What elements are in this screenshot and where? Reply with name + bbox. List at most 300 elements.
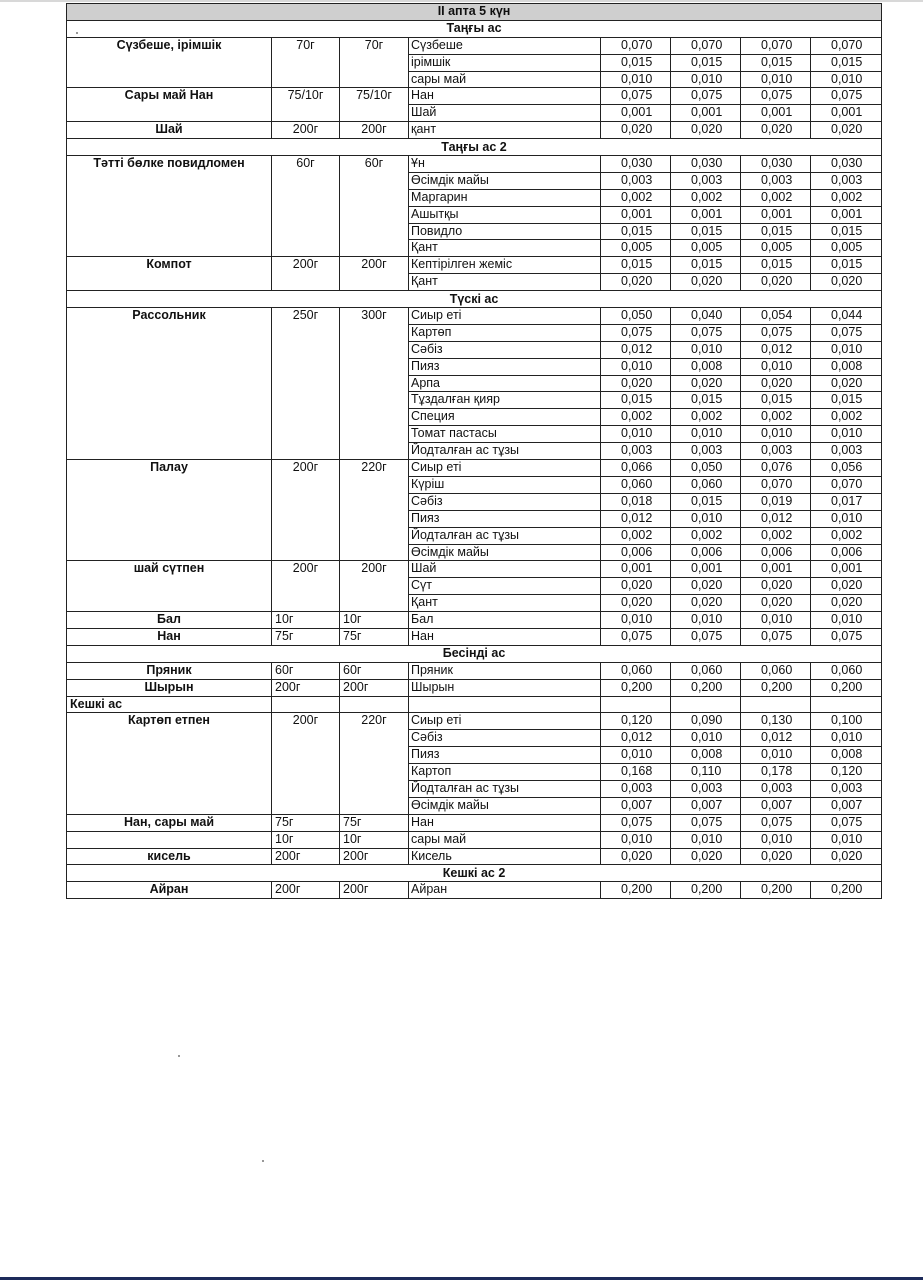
- ingredient-amount: 0,130: [741, 713, 811, 730]
- ingredient-amount: 0,030: [671, 156, 741, 173]
- dish-weight-1: 200г: [272, 679, 340, 696]
- dish-weight-2: 300г: [340, 308, 409, 460]
- ingredient-amount: 0,007: [601, 797, 671, 814]
- dish-weight-2: 70г: [340, 37, 409, 88]
- dish-weight-2: 60г: [340, 662, 409, 679]
- ingredient-amount: 0,010: [671, 831, 741, 848]
- ingredient-amount: 0,020: [811, 848, 882, 865]
- ingredient-amount: 0,200: [811, 679, 882, 696]
- ingredient-amount: 0,003: [741, 443, 811, 460]
- ingredient-amount: 0,015: [601, 392, 671, 409]
- ingredient-amount: 0,076: [741, 460, 811, 477]
- ingredient-amount: 0,070: [741, 37, 811, 54]
- ingredient-name: ірімшік: [409, 54, 601, 71]
- ingredient-name: Нан: [409, 88, 601, 105]
- ingredient-amount: 0,015: [601, 54, 671, 71]
- ingredient-amount: 0,200: [811, 882, 882, 899]
- section-title: Таңғы ас: [67, 20, 882, 37]
- ingredient-amount: 0,008: [671, 358, 741, 375]
- ingredient-amount: 0,003: [741, 172, 811, 189]
- ingredient-name: Пияз: [409, 358, 601, 375]
- ingredient-name: Сәбіз: [409, 730, 601, 747]
- ingredient-amount: 0,006: [811, 544, 882, 561]
- ingredient-amount: [741, 696, 811, 713]
- ingredient-amount: 0,002: [601, 527, 671, 544]
- ingredient-name: Қант: [409, 595, 601, 612]
- ingredient-amount: 0,010: [741, 612, 811, 629]
- dish-name: шай сүтпен: [67, 561, 272, 612]
- ingredient-amount: 0,010: [671, 510, 741, 527]
- ingredient-amount: 0,056: [811, 460, 882, 477]
- ingredient-name: Пияз: [409, 747, 601, 764]
- section-title: Түскі ас: [67, 291, 882, 308]
- dish-weight-2: [340, 696, 409, 713]
- ingredient-amount: 0,005: [671, 240, 741, 257]
- ingredient-name: Повидло: [409, 223, 601, 240]
- ingredient-name: Картоп: [409, 764, 601, 781]
- dish-weight-1: 75г: [272, 814, 340, 831]
- ingredient-amount: 0,060: [601, 476, 671, 493]
- ingredient-amount: 0,015: [811, 257, 882, 274]
- dish-weight-2: 10г: [340, 831, 409, 848]
- ingredient-amount: 0,012: [601, 510, 671, 527]
- ingredient-amount: 0,007: [811, 797, 882, 814]
- dish-weight-1: 70г: [272, 37, 340, 88]
- ingredient-amount: 0,020: [741, 595, 811, 612]
- ingredient-name: Арпа: [409, 375, 601, 392]
- ingredient-amount: 0,075: [741, 628, 811, 645]
- ingredient-amount: 0,001: [601, 561, 671, 578]
- dish-weight-1: 75/10г: [272, 88, 340, 122]
- ingredient-amount: 0,030: [601, 156, 671, 173]
- ingredient-amount: 0,010: [601, 747, 671, 764]
- ingredient-name: Өсімдік майы: [409, 544, 601, 561]
- ingredient-amount: 0,020: [741, 578, 811, 595]
- ingredient-name: Специя: [409, 409, 601, 426]
- ingredient-amount: 0,007: [741, 797, 811, 814]
- dish-name: Рассольник: [67, 308, 272, 460]
- dish-name: Картөп етпен: [67, 713, 272, 814]
- table-row: [67, 460, 882, 477]
- ingredient-amount: 0,015: [741, 257, 811, 274]
- ingredient-amount: 0,020: [811, 274, 882, 291]
- ingredient-amount: 0,060: [601, 662, 671, 679]
- dish-weight-2: 200г: [340, 561, 409, 612]
- ingredient-amount: 0,075: [811, 814, 882, 831]
- section-title: Бесінді ас: [67, 645, 882, 662]
- dish-weight-1: 60г: [272, 156, 340, 257]
- section-row: [67, 645, 882, 662]
- ingredient-amount: 0,005: [811, 240, 882, 257]
- ingredient-amount: 0,010: [741, 747, 811, 764]
- table-row: [67, 713, 882, 730]
- ingredient-amount: 0,002: [741, 527, 811, 544]
- section-title: Кешкі ас 2: [67, 865, 882, 882]
- ingredient-amount: 0,075: [671, 628, 741, 645]
- ingredient-amount: 0,020: [601, 578, 671, 595]
- ingredient-amount: 0,090: [671, 713, 741, 730]
- ingredient-amount: 0,075: [671, 88, 741, 105]
- scan-edge-top: [0, 0, 923, 2]
- ingredient-name: Сәбіз: [409, 341, 601, 358]
- ingredient-amount: 0,003: [601, 443, 671, 460]
- ingredient-amount: 0,200: [741, 679, 811, 696]
- ingredient-amount: 0,020: [671, 848, 741, 865]
- ingredient-amount: 0,050: [601, 308, 671, 325]
- ingredient-amount: 0,001: [741, 561, 811, 578]
- ingredient-name: Сүзбеше: [409, 37, 601, 54]
- ingredient-amount: 0,010: [671, 730, 741, 747]
- ingredient-amount: 0,015: [671, 223, 741, 240]
- dish-name: Айран: [67, 882, 272, 899]
- ingredient-amount: 0,002: [741, 409, 811, 426]
- ingredient-amount: 0,020: [741, 122, 811, 139]
- ingredient-name: Томат пастасы: [409, 426, 601, 443]
- ingredient-amount: 0,002: [601, 409, 671, 426]
- page-title: II апта 5 күн: [67, 4, 882, 21]
- ingredient-name: сары май: [409, 71, 601, 88]
- table-row: [67, 848, 882, 865]
- ingredient-amount: 0,006: [671, 544, 741, 561]
- ingredient-amount: 0,003: [811, 172, 882, 189]
- ingredient-amount: 0,020: [671, 375, 741, 392]
- ingredient-amount: 0,015: [671, 493, 741, 510]
- ingredient-amount: 0,002: [741, 189, 811, 206]
- ingredient-name: Сиыр еті: [409, 308, 601, 325]
- table-row: [67, 88, 882, 105]
- dish-weight-2: 10г: [340, 612, 409, 629]
- ingredient-name: Шай: [409, 561, 601, 578]
- table-row: [67, 156, 882, 173]
- dish-weight-1: 75г: [272, 628, 340, 645]
- dish-name: Нан, сары май: [67, 814, 272, 831]
- ingredient-amount: 0,001: [601, 206, 671, 223]
- ingredient-amount: 0,010: [601, 612, 671, 629]
- ingredient-amount: 0,010: [671, 341, 741, 358]
- ingredient-amount: 0,015: [601, 257, 671, 274]
- ingredient-name: [409, 696, 601, 713]
- ingredient-amount: 0,075: [671, 324, 741, 341]
- ingredient-amount: 0,002: [811, 409, 882, 426]
- ingredient-amount: 0,200: [741, 882, 811, 899]
- ingredient-name: Тұздалған қияр: [409, 392, 601, 409]
- ingredient-amount: 0,060: [811, 662, 882, 679]
- dish-name: Пряник: [67, 662, 272, 679]
- dish-weight-1: 200г: [272, 460, 340, 561]
- dish-name: Сары май Нан: [67, 88, 272, 122]
- ingredient-amount: 0,060: [671, 476, 741, 493]
- ingredient-name: Сүт: [409, 578, 601, 595]
- ingredient-amount: 0,010: [811, 612, 882, 629]
- ingredient-amount: 0,020: [671, 595, 741, 612]
- ingredient-amount: 0,012: [601, 341, 671, 358]
- dish-weight-2: 75г: [340, 628, 409, 645]
- ingredient-amount: 0,003: [671, 443, 741, 460]
- table-row: [67, 37, 882, 54]
- ingredient-name: Шырын: [409, 679, 601, 696]
- dish-weight-1: 200г: [272, 122, 340, 139]
- ingredient-amount: 0,044: [811, 308, 882, 325]
- dish-name: Сүзбеше, ірімшік: [67, 37, 272, 88]
- dish-name: Тәтті бөлке повидломен: [67, 156, 272, 257]
- ingredient-amount: 0,200: [601, 679, 671, 696]
- ingredient-amount: 0,075: [811, 88, 882, 105]
- section-row: [67, 20, 882, 37]
- table-row: [67, 122, 882, 139]
- section-row: [67, 291, 882, 308]
- ingredient-name: Ашытқы: [409, 206, 601, 223]
- ingredient-amount: 0,178: [741, 764, 811, 781]
- ingredient-amount: 0,060: [741, 662, 811, 679]
- dish-name: Шай: [67, 122, 272, 139]
- ingredient-amount: 0,010: [671, 612, 741, 629]
- ingredient-name: Сәбіз: [409, 493, 601, 510]
- ingredient-amount: 0,015: [741, 392, 811, 409]
- ingredient-amount: 0,002: [671, 409, 741, 426]
- ingredient-amount: 0,010: [811, 71, 882, 88]
- dish-weight-1: 250г: [272, 308, 340, 460]
- ingredient-name: Нан: [409, 628, 601, 645]
- ingredient-amount: 0,015: [671, 392, 741, 409]
- ingredient-amount: 0,003: [671, 172, 741, 189]
- ingredient-name: Йодталған ас тұзы: [409, 780, 601, 797]
- dish-weight-2: 220г: [340, 460, 409, 561]
- ingredient-amount: 0,006: [741, 544, 811, 561]
- ingredient-amount: 0,008: [671, 747, 741, 764]
- ingredient-name: Картөп: [409, 324, 601, 341]
- ingredient-amount: 0,007: [671, 797, 741, 814]
- dish-name: Нан: [67, 628, 272, 645]
- ingredient-amount: 0,003: [671, 780, 741, 797]
- ingredient-amount: 0,070: [671, 37, 741, 54]
- ingredient-amount: 0,010: [601, 426, 671, 443]
- ingredient-amount: 0,060: [671, 662, 741, 679]
- ingredient-amount: 0,012: [601, 730, 671, 747]
- dish-weight-1: 60г: [272, 662, 340, 679]
- ingredient-amount: 0,070: [811, 37, 882, 54]
- table-row: [67, 814, 882, 831]
- ingredient-amount: 0,070: [811, 476, 882, 493]
- ingredient-amount: 0,040: [671, 308, 741, 325]
- ingredient-amount: [671, 696, 741, 713]
- ingredient-amount: 0,010: [811, 510, 882, 527]
- ingredient-amount: 0,001: [811, 105, 882, 122]
- ingredient-amount: 0,200: [671, 882, 741, 899]
- ingredient-name: Шай: [409, 105, 601, 122]
- ingredient-amount: 0,015: [601, 223, 671, 240]
- ingredient-amount: 0,100: [811, 713, 882, 730]
- ingredient-amount: 0,168: [601, 764, 671, 781]
- ingredient-amount: 0,075: [741, 88, 811, 105]
- scan-speck: [262, 1160, 264, 1162]
- ingredient-name: Бал: [409, 612, 601, 629]
- section-title: Таңғы ас 2: [67, 139, 882, 156]
- ingredient-amount: 0,020: [671, 578, 741, 595]
- ingredient-name: Маргарин: [409, 189, 601, 206]
- ingredient-amount: 0,010: [811, 426, 882, 443]
- ingredient-amount: 0,050: [671, 460, 741, 477]
- ingredient-amount: 0,002: [811, 189, 882, 206]
- ingredient-amount: 0,070: [601, 37, 671, 54]
- ingredient-amount: 0,001: [671, 561, 741, 578]
- ingredient-amount: 0,075: [741, 324, 811, 341]
- ingredient-amount: 0,075: [671, 814, 741, 831]
- ingredient-amount: 0,015: [671, 257, 741, 274]
- ingredient-amount: 0,030: [811, 156, 882, 173]
- ingredient-amount: 0,070: [741, 476, 811, 493]
- dish-weight-2: 60г: [340, 156, 409, 257]
- ingredient-amount: 0,010: [811, 831, 882, 848]
- ingredient-name: Қант: [409, 274, 601, 291]
- ingredient-amount: 0,008: [811, 747, 882, 764]
- ingredient-amount: 0,075: [601, 88, 671, 105]
- ingredient-name: Пряник: [409, 662, 601, 679]
- ingredient-name: Өсімдік майы: [409, 172, 601, 189]
- dish-weight-1: 200г: [272, 882, 340, 899]
- ingredient-amount: 0,019: [741, 493, 811, 510]
- ingredient-amount: 0,015: [811, 54, 882, 71]
- ingredient-amount: 0,020: [741, 848, 811, 865]
- ingredient-amount: 0,012: [741, 730, 811, 747]
- ingredient-name: Сиыр еті: [409, 460, 601, 477]
- dish-weight-2: 200г: [340, 848, 409, 865]
- dish-weight-2: 75/10г: [340, 88, 409, 122]
- ingredient-amount: 0,012: [741, 341, 811, 358]
- ingredient-amount: 0,020: [811, 595, 882, 612]
- ingredient-amount: 0,075: [601, 324, 671, 341]
- dish-name: Бал: [67, 612, 272, 629]
- ingredient-amount: 0,001: [601, 105, 671, 122]
- table-row: [67, 308, 882, 325]
- ingredient-name: Кептірілген жеміс: [409, 257, 601, 274]
- ingredient-name: Қант: [409, 240, 601, 257]
- ingredient-amount: 0,010: [811, 730, 882, 747]
- ingredient-amount: 0,017: [811, 493, 882, 510]
- table-row: [67, 696, 882, 713]
- ingredient-amount: 0,010: [601, 358, 671, 375]
- section-row: [67, 139, 882, 156]
- dish-weight-1: 200г: [272, 848, 340, 865]
- ingredient-name: Нан: [409, 814, 601, 831]
- dish-name: Шырын: [67, 679, 272, 696]
- ingredient-amount: 0,003: [811, 780, 882, 797]
- ingredient-amount: 0,020: [811, 578, 882, 595]
- ingredient-amount: 0,010: [671, 71, 741, 88]
- ingredient-amount: 0,005: [601, 240, 671, 257]
- ingredient-amount: 0,010: [601, 71, 671, 88]
- ingredient-name: Күріш: [409, 476, 601, 493]
- ingredient-amount: 0,003: [601, 172, 671, 189]
- table-row: [67, 628, 882, 645]
- scan-speck: [178, 1055, 180, 1057]
- ingredient-amount: 0,001: [741, 105, 811, 122]
- table-row: [67, 679, 882, 696]
- ingredient-amount: 0,001: [741, 206, 811, 223]
- dish-weight-1: 10г: [272, 831, 340, 848]
- ingredient-amount: 0,015: [741, 54, 811, 71]
- ingredient-amount: 0,020: [741, 375, 811, 392]
- ingredient-amount: 0,005: [741, 240, 811, 257]
- ingredient-amount: 0,010: [601, 831, 671, 848]
- ingredient-amount: 0,003: [741, 780, 811, 797]
- ingredient-amount: 0,002: [671, 189, 741, 206]
- ingredient-amount: 0,054: [741, 308, 811, 325]
- ingredient-amount: 0,020: [811, 375, 882, 392]
- table-row: [67, 561, 882, 578]
- dish-weight-1: [272, 696, 340, 713]
- ingredient-amount: 0,020: [601, 375, 671, 392]
- ingredient-amount: 0,020: [601, 122, 671, 139]
- dish-weight-2: 200г: [340, 257, 409, 291]
- ingredient-amount: 0,010: [741, 831, 811, 848]
- ingredient-amount: 0,002: [601, 189, 671, 206]
- ingredient-amount: 0,020: [671, 274, 741, 291]
- ingredient-amount: 0,012: [741, 510, 811, 527]
- menu-table: [66, 3, 882, 899]
- ingredient-name: Ұн: [409, 156, 601, 173]
- dish-name: [67, 831, 272, 848]
- ingredient-name: Пияз: [409, 510, 601, 527]
- ingredient-amount: 0,075: [601, 814, 671, 831]
- ingredient-amount: [601, 696, 671, 713]
- ingredient-amount: 0,006: [601, 544, 671, 561]
- ingredient-name: Йодталған ас тұзы: [409, 527, 601, 544]
- ingredient-amount: 0,001: [811, 206, 882, 223]
- ingredient-amount: 0,018: [601, 493, 671, 510]
- ingredient-amount: 0,030: [741, 156, 811, 173]
- dish-weight-1: 200г: [272, 257, 340, 291]
- dish-weight-1: 200г: [272, 713, 340, 814]
- ingredient-amount: 0,020: [811, 122, 882, 139]
- dish-weight-2: 75г: [340, 814, 409, 831]
- title-row: [67, 4, 882, 21]
- ingredient-amount: 0,015: [741, 223, 811, 240]
- ingredient-amount: 0,120: [601, 713, 671, 730]
- ingredient-amount: 0,020: [741, 274, 811, 291]
- table-row: [67, 612, 882, 629]
- ingredient-amount: 0,075: [601, 628, 671, 645]
- dish-weight-1: 200г: [272, 561, 340, 612]
- dish-name: кисель: [67, 848, 272, 865]
- dish-weight-2: 200г: [340, 122, 409, 139]
- dish-name: Палау: [67, 460, 272, 561]
- ingredient-amount: 0,001: [811, 561, 882, 578]
- ingredient-name: қант: [409, 122, 601, 139]
- ingredient-name: Айран: [409, 882, 601, 899]
- ingredient-name: Өсімдік майы: [409, 797, 601, 814]
- ingredient-amount: 0,010: [741, 71, 811, 88]
- ingredient-amount: 0,003: [811, 443, 882, 460]
- ingredient-amount: 0,200: [671, 679, 741, 696]
- section-row: [67, 865, 882, 882]
- ingredient-amount: 0,200: [601, 882, 671, 899]
- ingredient-amount: 0,075: [741, 814, 811, 831]
- ingredient-amount: 0,010: [811, 341, 882, 358]
- ingredient-amount: 0,008: [811, 358, 882, 375]
- ingredient-name: Кисель: [409, 848, 601, 865]
- ingredient-amount: 0,015: [811, 223, 882, 240]
- ingredient-amount: 0,110: [671, 764, 741, 781]
- ingredient-name: Йодталған ас тұзы: [409, 443, 601, 460]
- table-row: [67, 257, 882, 274]
- ingredient-amount: 0,015: [671, 54, 741, 71]
- dish-weight-2: 220г: [340, 713, 409, 814]
- ingredient-amount: 0,001: [671, 206, 741, 223]
- ingredient-amount: 0,010: [671, 426, 741, 443]
- ingredient-amount: 0,003: [601, 780, 671, 797]
- ingredient-amount: 0,075: [811, 324, 882, 341]
- ingredient-amount: 0,020: [601, 848, 671, 865]
